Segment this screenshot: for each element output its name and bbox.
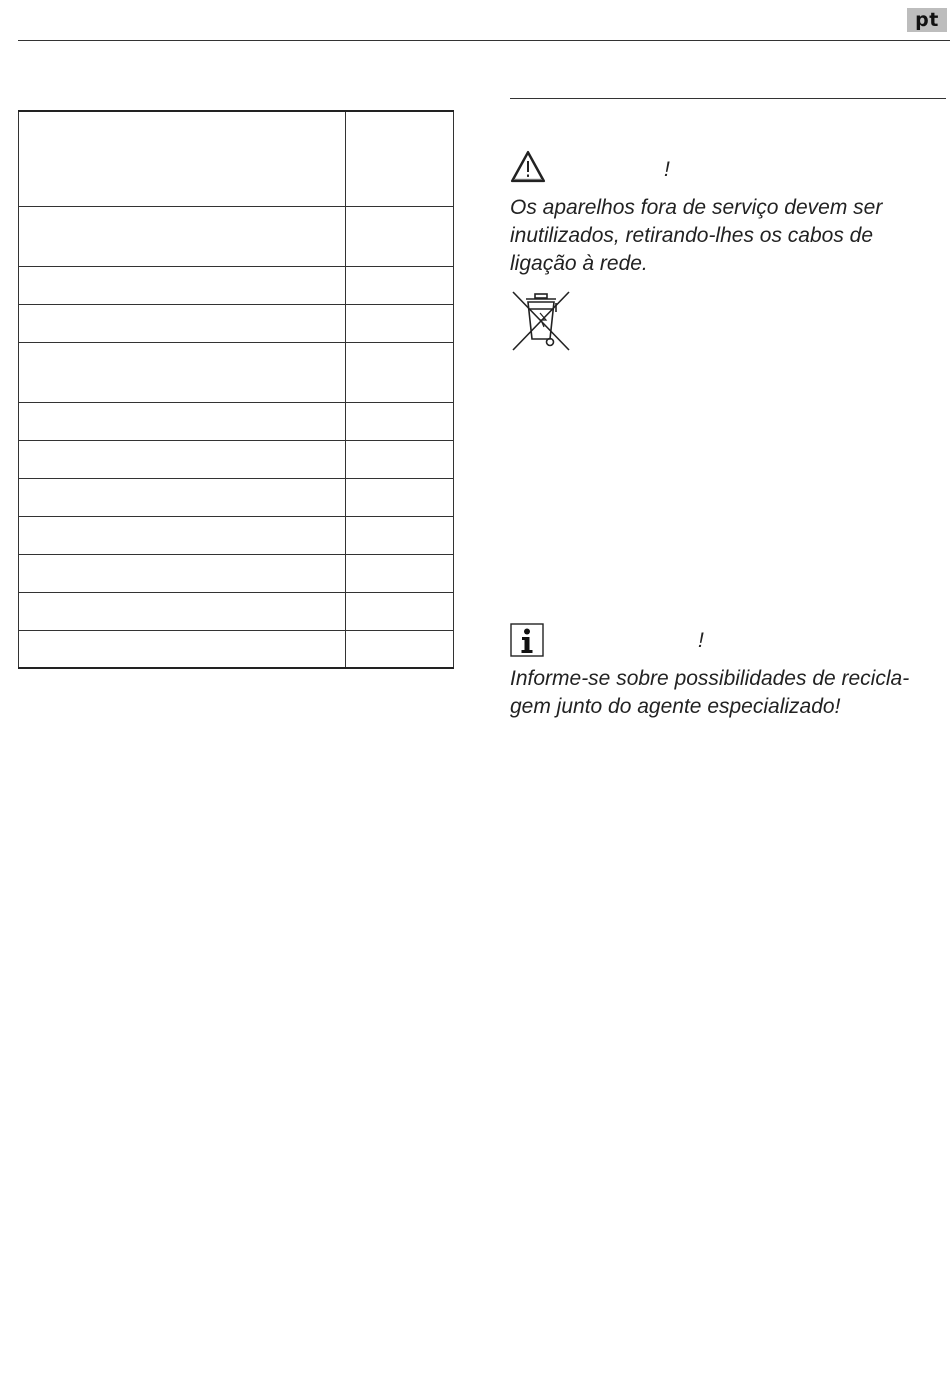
data-table [18, 110, 454, 669]
table-cell-value [346, 267, 454, 304]
info-icon [510, 623, 544, 657]
table-cell-value [346, 207, 454, 266]
table-cell-value [346, 517, 454, 554]
table-cell-label [18, 479, 346, 516]
table-cell-value [346, 441, 454, 478]
table-cell-label [18, 403, 346, 440]
table-cell-label [18, 441, 346, 478]
table-cell-label [18, 305, 346, 342]
table-cell-label [18, 593, 346, 630]
table-cell-value [346, 343, 454, 402]
table-row [18, 630, 454, 667]
header-rule [18, 40, 950, 41]
language-badge: pt [907, 8, 947, 32]
table-row [18, 440, 454, 478]
table-row [18, 592, 454, 630]
table-cell-label [18, 517, 346, 554]
table-cell-value [346, 479, 454, 516]
info-text [510, 665, 946, 721]
table-row [18, 304, 454, 342]
warning-text [510, 194, 946, 278]
table-cell-value [346, 112, 454, 206]
table-row [18, 478, 454, 516]
table-row [18, 206, 454, 266]
table-row [18, 342, 454, 402]
crossed-out-wheelie-bin-icon [510, 289, 572, 353]
table-cell-value [346, 555, 454, 592]
table-cell-value [346, 403, 454, 440]
warning-heading: ! [664, 158, 670, 181]
table-row [18, 402, 454, 440]
warning-text-line: ligação à rede. [510, 252, 648, 275]
warning-text-line: inutilizados, retirando-lhes os cabos de [510, 224, 874, 247]
table-cell-value [346, 305, 454, 342]
table-row [18, 554, 454, 592]
table-cell-value [346, 593, 454, 630]
table-row [18, 112, 454, 206]
info-text-line: gem junto do agente especializado! [510, 695, 841, 718]
section-rule [510, 98, 946, 99]
table-cell-label [18, 343, 346, 402]
table-cell-label [18, 267, 346, 304]
table-row [18, 516, 454, 554]
table-cell-label [18, 112, 346, 206]
table-cell-label [18, 555, 346, 592]
table-row [18, 266, 454, 304]
warning-triangle-icon [510, 150, 546, 184]
table-cell-label [18, 207, 346, 266]
info-text-line: Informe-se sobre possibilidades de recicla- [510, 667, 910, 690]
table-cell-value [346, 631, 454, 667]
table-cell-label [18, 631, 346, 667]
info-heading: ! [698, 629, 704, 652]
warning-text-line: Os aparelhos fora de serviço devem ser [510, 196, 883, 219]
